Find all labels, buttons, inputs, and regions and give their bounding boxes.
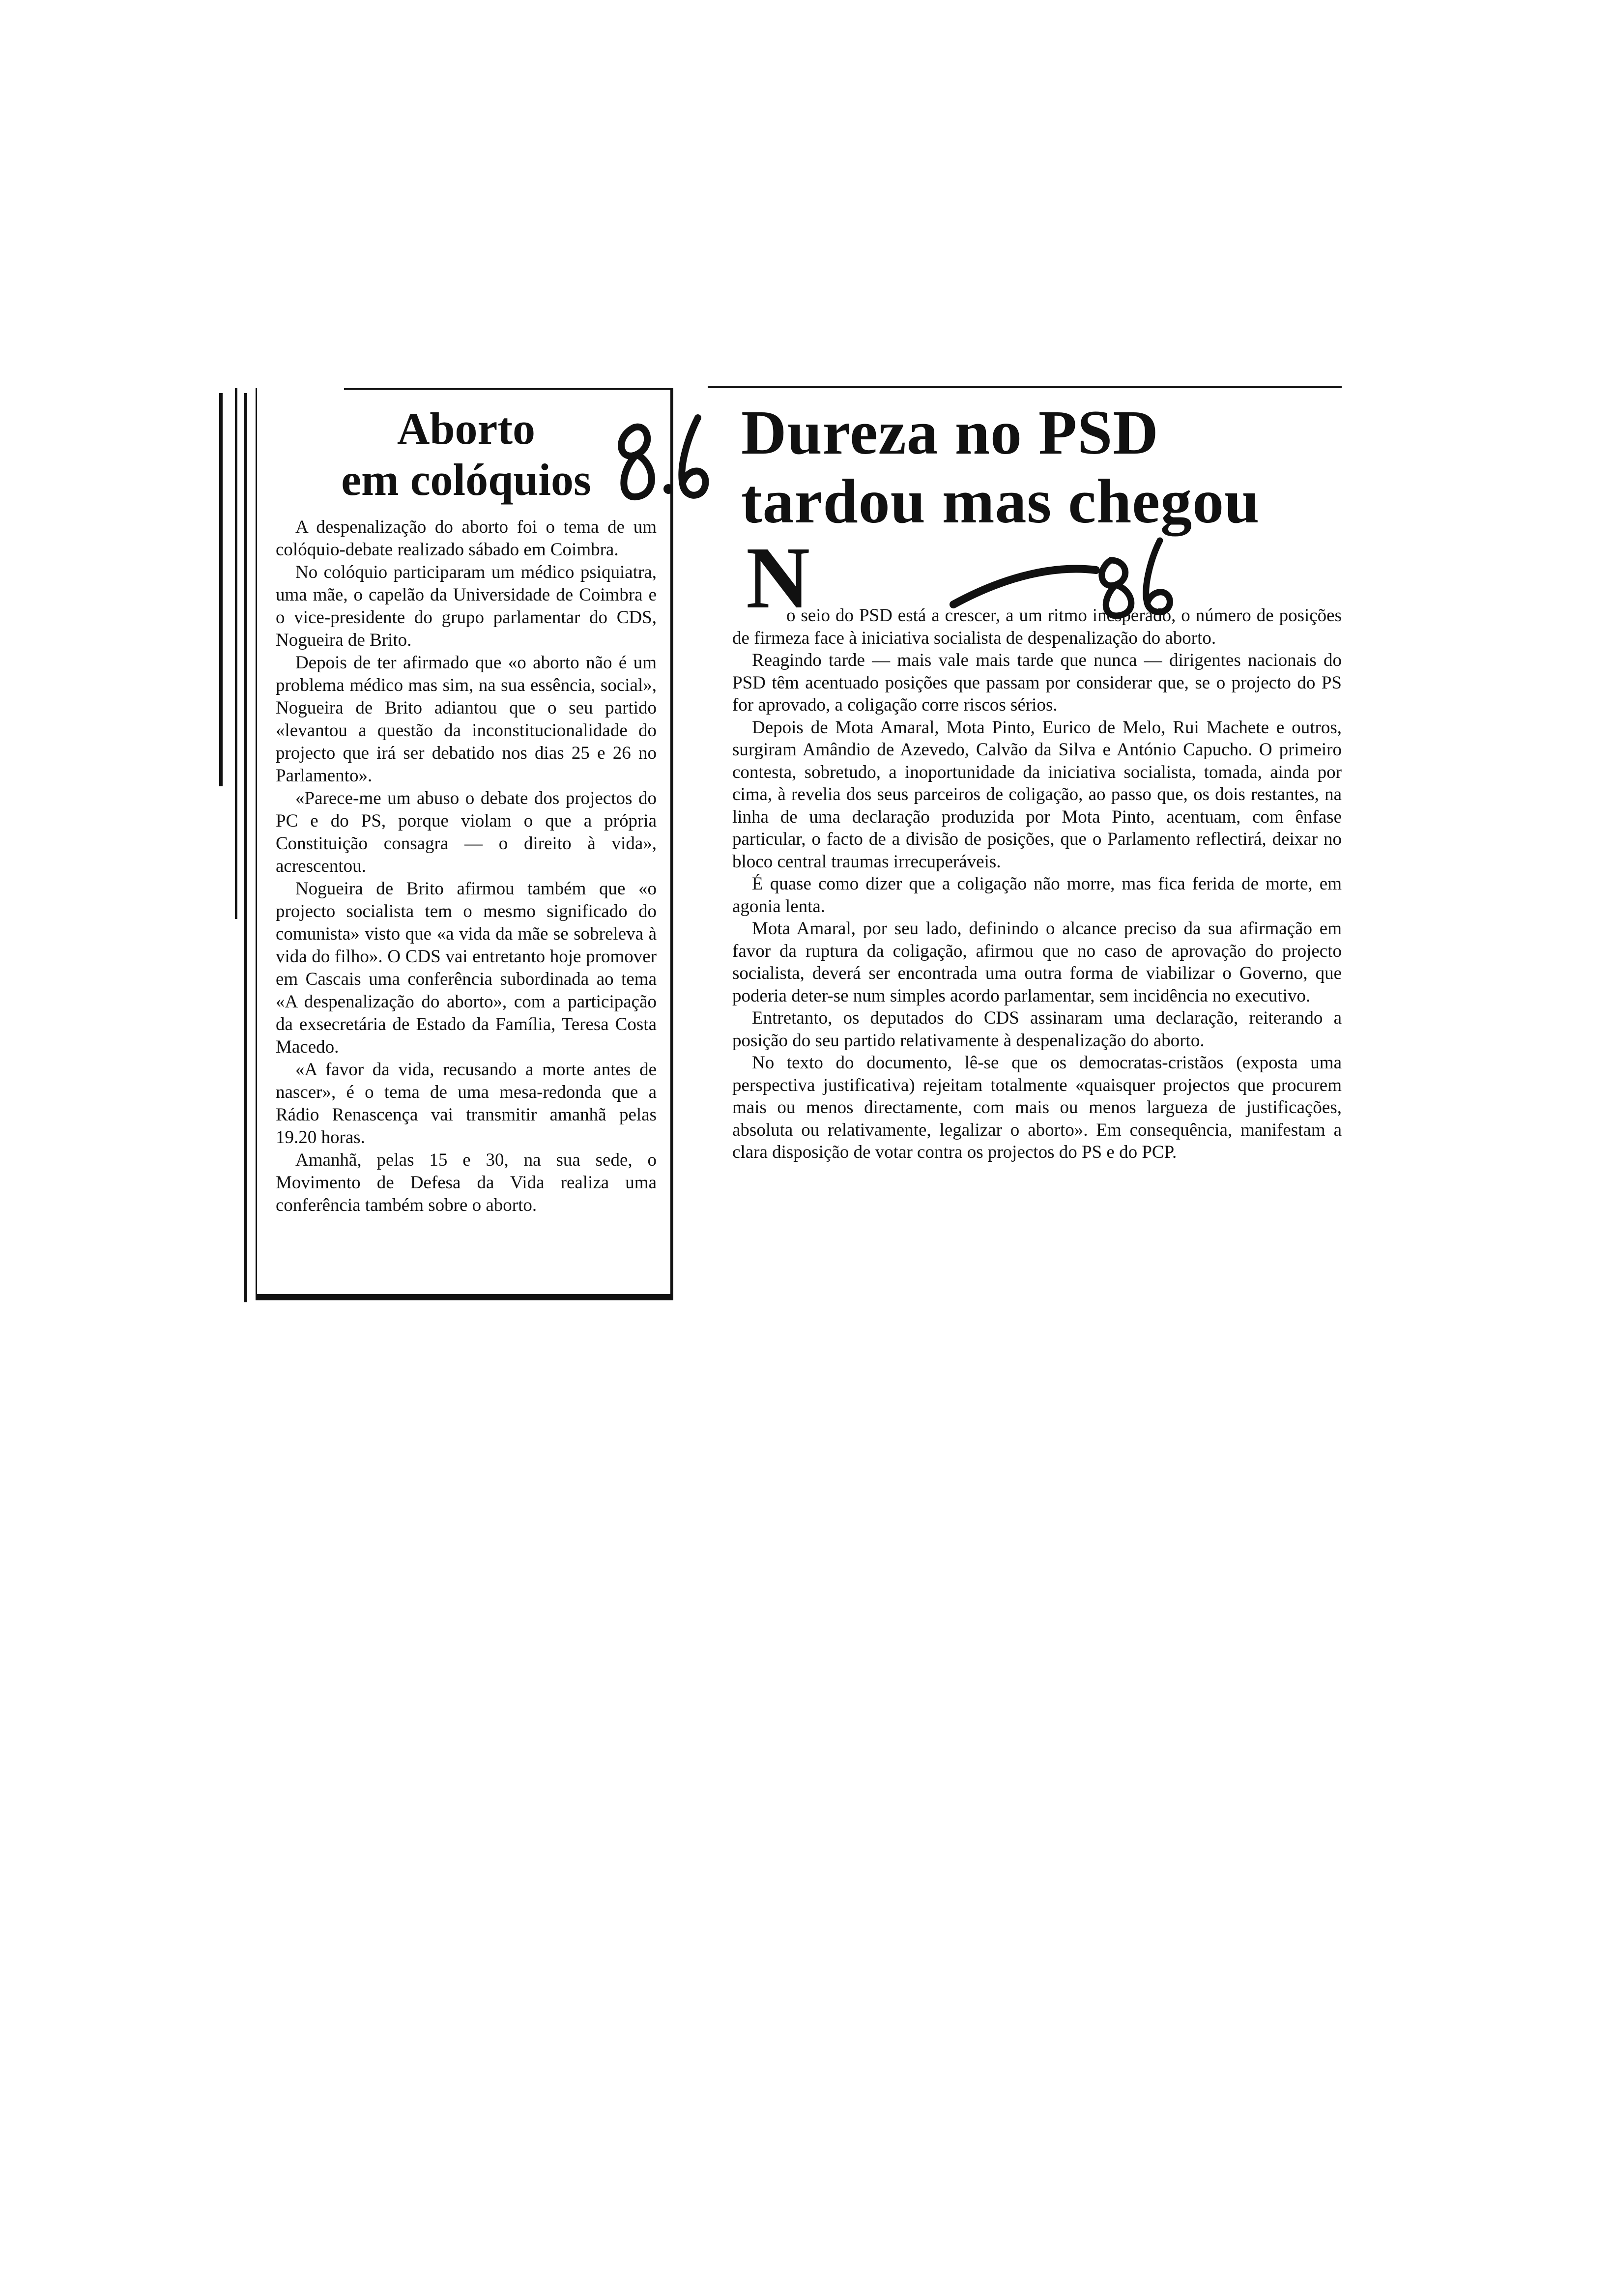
- right-paragraph: No texto do documento, lê-se que os democratas-cristãos (exposta uma perspectiva justificativa) rejeitam totalmente «quaisquer projectos que procurem mais ou menos directamente, com mais ou menos largueza de justificações, absoluta ou relativamente, legalizar o aborto». Em consequência, manifestam a clara disposição de votar contra os projectos do PS e do PCP.: [732, 1053, 1342, 1162]
- right-handwritten-note: [949, 531, 1204, 624]
- left-paragraph: Nogueira de Brito afirmou também que «o projecto socialista tem o mesmo significado do comunista» visto que «a vida da mãe se sobreleva à vida do filho». O CDS vai entretanto hoje promover em Cascais uma conferência subordinada ao tema «A despenalização do aborto», com a participação da exsecretária de Estado da Família, Teresa Costa Macedo.: [276, 879, 657, 1057]
- right-paragraph: É quase como dizer que a coligação não morre, mas fica ferida de morte, em agonia lenta.: [732, 874, 1342, 917]
- left-article-title: Aborto em colóquios: [341, 403, 591, 505]
- right-paragraph: Entretanto, os deputados do CDS assinaram uma declaração, reiterando a posição do seu partido relativamente à despenalização do aborto.: [732, 1008, 1342, 1051]
- left-article-body: [276, 516, 657, 1217]
- handwriting-drawing: [614, 408, 713, 511]
- drop-cap: N: [746, 529, 810, 627]
- right-article-title: Dureza no PSD tardou mas chegou: [741, 398, 1260, 536]
- left-paragraph: Amanhã, pelas 15 e 30, na sua sede, o Movimento de Defesa da Vida realiza uma conferência também sobre o aborto.: [276, 1150, 657, 1215]
- left-paragraph: Depois de ter afirmado que «o aborto não é um problema médico mas sim, na sua essência, social», Nogueira de Brito adiantou que o seu partido «levantou a questão da inconstitucionalidade do projecto que irá ser debatido nos dias 25 e 26 no Parlamento».: [276, 653, 657, 786]
- right-paragraph: Mota Amaral, por seu lado, definindo o alcance preciso da sua afirmação em favor da ruptura da coligação, afirmou que no caso de aprovação do projecto socialista, deverá ser encontrada uma outra forma de viabilizar o Governo, que poderia deter-se num simples acordo parlamentar, sem incidência no executivo.: [732, 918, 1342, 1006]
- right-paragraph: Reagindo tarde — mais vale mais tarde que nunca — dirigentes nacionais do PSD têm acentuado posições que passam por considerar que, se o projecto do PS for aprovado, a coligação corre riscos sérios.: [732, 650, 1342, 715]
- right-article-body: [732, 604, 1342, 1164]
- lead-text: o seio do PSD está a crescer, a um ritmo inesperado, o número de posições de firmeza face à iniciativa socialista de despenalização do aborto.: [732, 605, 1342, 648]
- bottom-rule-left: [256, 1297, 673, 1300]
- top-rule-right: [708, 386, 1342, 388]
- scan-edge-mark: [235, 388, 237, 919]
- left-handwritten-note: [614, 408, 713, 511]
- left-paragraph: «Parece-me um abuso o debate dos projectos do PC e do PS, porque violam o que a própria Constituição consagra — o direito à vida», acrescentou.: [276, 788, 657, 876]
- handwriting-drawing: [949, 531, 1204, 624]
- scan-edge-mark: [244, 393, 247, 1302]
- right-paragraph: Depois de Mota Amaral, Mota Pinto, Eurico de Melo, Rui Machete e outros, surgiram Amândio de Azevedo, Calvão da Silva e António Capucho. O primeiro contesta, sobretudo, a inoportunidade da iniciativa socialista, tomada, ainda por cima, à revelia dos seus parceiros de coligação, ao passo que, os dois restantes, na linha de uma declaração produzida por Mota Pinto, acentuam, com ênfase particular, o facto de a divisão de posições, que o Parlamento reflectirá, deixar no bloco central traumas irrecuperáveis.: [732, 717, 1342, 872]
- scan-edge-mark: [219, 393, 223, 786]
- right-article: [732, 388, 1342, 1312]
- left-paragraph: A despenalização do aborto foi o tema de um colóquio-debate realizado sábado em Coimbra.: [276, 517, 657, 560]
- left-paragraph: No colóquio participaram um médico psiquiatra, uma mãe, o capelão da Universidade de Coimbra e o vice-presidente do grupo parlamentar do CDS, Nogueira de Brito.: [276, 562, 657, 650]
- left-paragraph: «A favor da vida, recusando a morte antes de nascer», é o tema de uma mesa-redonda que a Rádio Renascença vai transmitir amanhã pelas 19.20 horas.: [276, 1060, 657, 1148]
- left-article: [256, 388, 673, 1297]
